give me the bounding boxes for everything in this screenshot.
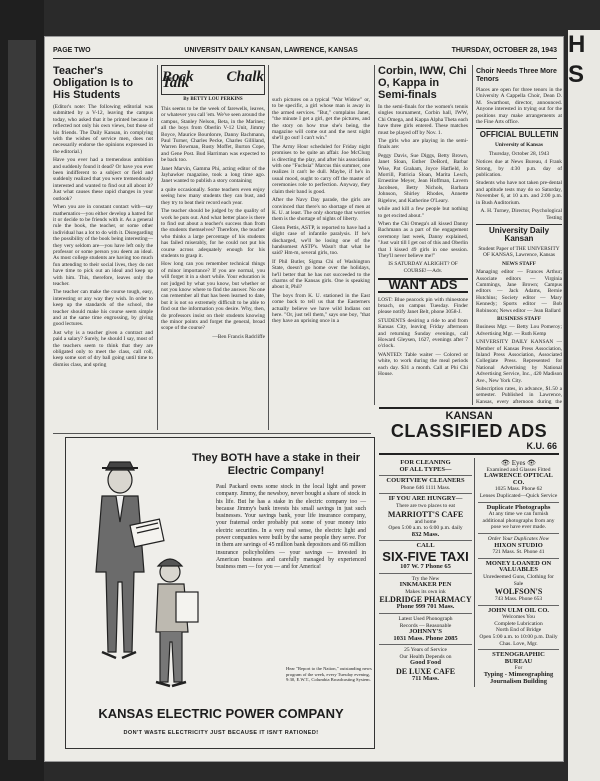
ad-company-name: KANSAS ELECTRIC POWER COMPANY [98,706,344,721]
column-rule [374,65,375,405]
bulletin-note: Notices due at News Bureau, 4 Frank Strong, by 4:30 p.m. day of publication. [476,159,562,179]
bulletin-school: University of Kansas [495,142,543,149]
classified-ad: Order Your Duplicates Now HIXON STUDIO 721 Mass. St. Phone 41 [478,534,559,559]
news-paragraph: In the semi-finals for the women's tennis singles tournament, Corbin hall, IWW, Chi Omega, and Kappa Alpha Theta each have three girls entered. These matches must be played off by Nov. 1. [378,104,468,136]
signoff: —Ben Francis Radcliffe [212,333,265,340]
news-paragraph: The girls who are playing in the semi-finals are: [378,138,468,151]
tennis-headline: Corbin, IWW, Chi O, Kappa in Semi-finals [378,65,467,101]
classified-left-column [379,458,475,687]
adjacent-page-letters: H S [568,31,586,88]
want-ads-heading: WANT ADS [378,278,468,292]
binding-strip [8,40,36,760]
businessman-newsboy-illustration [72,452,212,702]
paper-name: UNIVERSITY DAILY KANSAN, LAWRENCE, KANSAS [184,47,358,54]
classified-ad: STENOGRAPHIC BUREAU For Typing - Mimeographing Journalism Building [483,651,554,685]
editorial-headline: Teacher's Obligation Is to His Students [53,65,134,101]
classified-header [379,407,559,455]
news-paragraph: Places are open for three tenors in the University A Cappella Choir, Dean D. M. Swarthout, director, announced. Anyone interested in trying out for the positions may make arrangements at the Fine Arts office. [476,87,562,126]
bulletin-paragraph: Students who have not taken pre-dental and aptitude tests may do so Saturday, November 6, at 10 a.m. and 2:00 p.m. in Bush Auditorium. [476,180,562,206]
editorial-paragraph: Have you ever had a tremendous ambition and suddenly found it dead? Or have you ever been indifferent to a subject or field and suddenly realized that you were tremendously interested and wanted to find out all about it? Just what causes these rapid changes in your outlook? [53,157,153,202]
rock-chalk-title: Rock Chalk Talk [161,65,265,95]
ad-headline: They BOTH have a stake in their Electric Company! [191,452,361,477]
classified-ad: MONEY LOANED ON VALUABLES Unredeemed Guns, Clothing for Sale WOLFSON'S 743 Mass. Phone 653 [478,559,559,606]
electric-company-ad [65,437,375,749]
bulletin-column [476,65,562,405]
rock-chalk-column [161,65,265,430]
column-paragraph: Glenn Pettis, ASTP, is reported to have had a slight case of infantile paralysis. If he's discharged, we'll be losing one of the handsomest ASTP's. Wasn't that what he said? Hm-m, several girls, too. [272,224,370,257]
editorial-paragraph: When you are in constant contact with—say mathematics—you either develop a hatred for it or decide to be friends with it. As a general rule the book, the teacher, or some other individual has a lot to do with it. Disregarding the possibility of the book being interesting—they very seldom are—you have left only the professor or some person you deem an ideal. As most college students are having too much fun attending to their social lives, they do not have time to pick out an ideal and keep up with him. This, therefore, leaves only the teacher. [53,204,153,287]
column-paragraph: a quite occasionally. Some teachers even enjoy seeing how many students they can bust, and they try to beat their record each year. [161,186,265,206]
column-paragraph: How long can you remember technical things of minor importance? If you are normal, you will forget it in a short while. Your education is not judged by what you know, but whether or not you know where to find the answer. No one can remember all that has been learned to date, but it is not so extremely difficult to be able to find out the information you desire. Why, then, do professors insist on their students knowing the minor points and forget the general, broad scope of the course? [161,261,265,332]
news-paragraph: while and kill a few people but nothing to get excited about." [378,206,468,219]
editorial-paragraph: The teacher can make the course tough, easy, interesting or any way they wish. In order to keep up the standards of the school, the teacher should make his course seem simple and at the same time engrossing, by giving good lectures. [53,289,153,328]
column-byline: By BETTY LOU PERKINS [183,97,243,102]
column-paragraph: After the Navy Day parade, the girls are convinced that there's no shortage of men at K. U. at least. The only shortage that worries them is the shortage of nights of liberty. [272,197,370,223]
classified-title: CLASSIFIED ADS [390,421,548,441]
classified-kansan: KANSAN [445,410,493,422]
issue-date: THURSDAY, OCTOBER 28, 1943 [451,47,557,54]
want-ad: WANTED: Table waiter — Colored or white, to work during the meal periods each day. $31 a month. Call at Phi Chi House. [378,351,468,378]
gossip-column-continued [272,97,370,430]
classified-ad: Try the New INKMAKER PEN Makes its own ink ELDRIDGE PHARMACY Phone 999 701 Mass. [379,574,472,614]
business-staff-list: Business Mgr. — Betty Lou Pomeroy; Advertising Mgr. — Ruth Kemp [476,324,562,337]
news-staff-heading: NEWS STAFF [502,260,536,267]
choir-headline: Choir Needs Three More Tenors [476,68,557,83]
column-paragraph: If Phil Butler, Sigma Chi of Washington State, doesn't go home over the holidays, he'll better that he has not succeeded to the charms of the Kansas girls. One is speaking about it, Phil? [272,258,370,291]
masthead [53,47,557,59]
classified-ad: FOR CLEANING OF ALL TYPES— [379,458,472,476]
column-rule [268,65,269,430]
tennis-column [378,65,468,405]
classified-phone: K.U. 66 [526,441,557,451]
classified-ad: Duplicate Photographs At any time we can furnish additional photographs from any pose we have ever made. [478,503,559,534]
news-paragraph: When the Chi Omega's all kissed Danny Bachmann as a part of the engagement ceremony last week, Danny explained, "Just wait till I get out of this and Oberlin that I kissed 49 girls in one session. They'll never believe me!" [378,220,468,259]
editorial-column [53,65,153,430]
bulletin-date: Thursday, October 28, 1943 [488,150,550,157]
section-rule [53,433,371,434]
news-staff-list: Managing editor — Frances Arthur; Associate editors — Virginia Cummings, Jane Brown; Campus editors — Jack Adams, Bernie Hutchins; Society editor — Mary Kennedy; Sports editor — Bob Robinson; News editor — Jean Ballard [476,269,562,314]
column-paragraph: Janet Marvin, Gamma Phi, acting editor of the Jayhawker magazine, took a long time ago. Janet wanted to publish a story containing [161,165,265,185]
masthead-box-title: University Daily Kansan [476,224,562,243]
classified-ad: JOHN ULM OIL CO. Welcomes You Complete Lubrication North End of Bridge Open 5:00 a.m. to 10:00 p.m. Daily Chas. Love, Mgr. [478,606,559,651]
news-paragraph: IS SATURDAY ALRIGHT? OF COURSE!—Adv. [388,261,458,274]
business-staff-heading: BUSINESS STAFF [496,315,542,322]
editorial-paragraph: Just why is a teacher given a contract and paid a salary? Surely, he should I say, most of the teachers seem to think that they are obligated only to meet the class, call roll, keep some sort of dry ball going until time to dismiss class, and spring [53,329,153,368]
adjacent-page-edge [568,30,600,781]
column-paragraph: This seems to be the week of farewells, leaves, or whatever you call 'em. We've seen around the campus, Stanley Nelson, Beta, in the Marines; all the boys from Oberlin V-12 Unit, Jimmy Boyce, Maurice Bourdonre, Danny Bachmann, Paul Turner, Charles Pecke, Charles Gilliland, Warren Bowman, Rusty Moffet, Burton Cope, and Gene Post. Bud Harriman was expected to be back too. [161,106,265,164]
classified-right-column [475,458,559,687]
column-paragraph: such pictures on a typical "War Widow" or, to be specific, a girl whose man is away in the armed services. "But," complains Janet, "the minute I get a girl, get the pictures, and the story on how true she's being, the magazine will come out and the next night she'll go out! I can't win." [272,97,370,142]
masthead-box-sub: Student Paper of THE UNIVERSITY OF KANSAS, Lawrence, Kansas [478,245,560,259]
news-paragraph: Peggy Davis, Sue Diggs, Betty Brown, Janet Sloan, Esther DeBord, Barbar Wise, Pat Graham, Joyce Hatfield, Jo Morrill, Patricia Sloan, Marita Lesch, Ernestine Meyer, Jean Hoffman, Lavern Jacobsen, Betty Nichols, Barbara Johnson, Shirley Rhodes, Annette Rigelow, and Katherine O'Leary. [378,152,468,204]
column-paragraph: The boys from K. U. stationed in the East come back to tell us that the Easterners actually believe we have wild Indians out here. "Or, just tell them," says one boy, "that they have an uprising once in a [272,292,370,325]
column-paragraph: The Army Hour scheduled for Friday night promises to be quite an affair. Joe McClurg is directing the play, and after his association with one "Fuchsia" Marcus this summer, one realizes it can't be dull. Maybe, if he's in usual mood, ought to carry off the master of ceremonies role to perfection. Anyway, they claim their band is good. [272,143,370,195]
classified-ad: 👁 Eyes 👁 Examined and Glasses Fitted LAWRENCE OPTICAL CO. 1025 Mass. Phone 62 Lenses Duplicated—Quick Service [478,458,559,503]
classified-ads-section [379,407,559,753]
column-rule [472,65,473,405]
classified-ad: IF YOU ARE HUNGRY— There are two places to eat MARRIOTT'S CAFE and home Open 5:00 a.m. to 6:00 p.m. daily 832 Mass. [379,494,472,541]
column-rule [157,65,158,430]
ad-radio-note: Hear "Report to the Nation," outstanding news program of the week, every Tuesday evening, 9:30, E.W.T., Columbia Broadcasting System. [286,666,372,683]
eyes-icon: 👁 Eyes 👁 [501,459,536,467]
bulletin-title: OFFICIAL BULLETIN [476,128,562,139]
want-ad: LOST: Blue peacock pin with rhinestone broach, on campus Tuesday. Finder please notify Janet Belt, phone 3058-J. [378,296,468,316]
newspaper-page [44,36,564,762]
bulletin-signer: A. H. Turney, Director, Psychological Testing [480,208,562,221]
column-paragraph: The teacher should be judged by the quality of work he puts out. And what better place is there to find out about a teacher's success than from the students themselves? Therefore, the teacher who thinks a large percentage of his students has failed miserably, for he could not put his course across adequately enough for his students to grasp it. [161,208,265,259]
want-ad: STUDENTS desiring a ride to and from Kansas City, leaving Friday afternoon and returning Sunday evenings, call Howard Gleysen, 1627, evenings after 7 o'clock. [378,317,468,350]
classified-ad: CALL SIX-FIVE TAXI 107 W. 7 Phone 65 [379,541,472,573]
ad-tagline: DON'T WASTE ELECTRICITY JUST BECAUSE IT ISN'T RATIONED! [123,730,319,736]
page-number: PAGE TWO [53,47,91,54]
scanner-left-margin [0,0,44,781]
ad-body-copy: Paul Packard owns some stock in the local light and power company. Jimmy, the newsboy, never bought a share of stock in his life. But he has a stake in the electric company too — because Jimmy's bank invests his small savings in just such businesses. Your savings bank, your life insurance company, your fraternal order probably put some of your money into electric securities. In a very real sense, the electric light and power companies were built by the same people they serve. For in them are savings of 45 million bank depositors and 66 million insurance policyholders — your savings — invested in American business and carefully managed by experienced business men — for you — and for America! [216,484,366,571]
classified-ad: 25 Years of Service Our Health Depends on Good Food DE LUXE CAFE 711 Mass. [395,647,456,683]
classified-ad: Latest Used Phonograph Records — Reasonable JOHNNY'S 1031 Mass. Phone 2085 [379,614,472,645]
editor-note: (Editor's note: The following editorial was submitted by a V-12, leaving the campus today, who asked that it be printed because it reflected not only his own views, but those of his friends. The Daily Kansan, in complying with the wishes of service men, does not necessarily endorse the opinions expressed in the editorial.) [53,104,153,155]
membership-note: UNIVERSITY DAILY KANSAN — Member of Kansas Press Association, Inland Press Association, Associated Collegiate Press. Represented for National Advertising by National Advertising Service, Inc., 420 Madison Ave., New York City. [476,339,562,384]
subscription-note: Subscription rates, in advance, $1.50 a semester. Published in Lawrence, Kansas, every afternoon during the [476,386,562,405]
classified-ad: COURTVIEW CLEANERS Phone 646 1111 Mass. [379,476,472,494]
